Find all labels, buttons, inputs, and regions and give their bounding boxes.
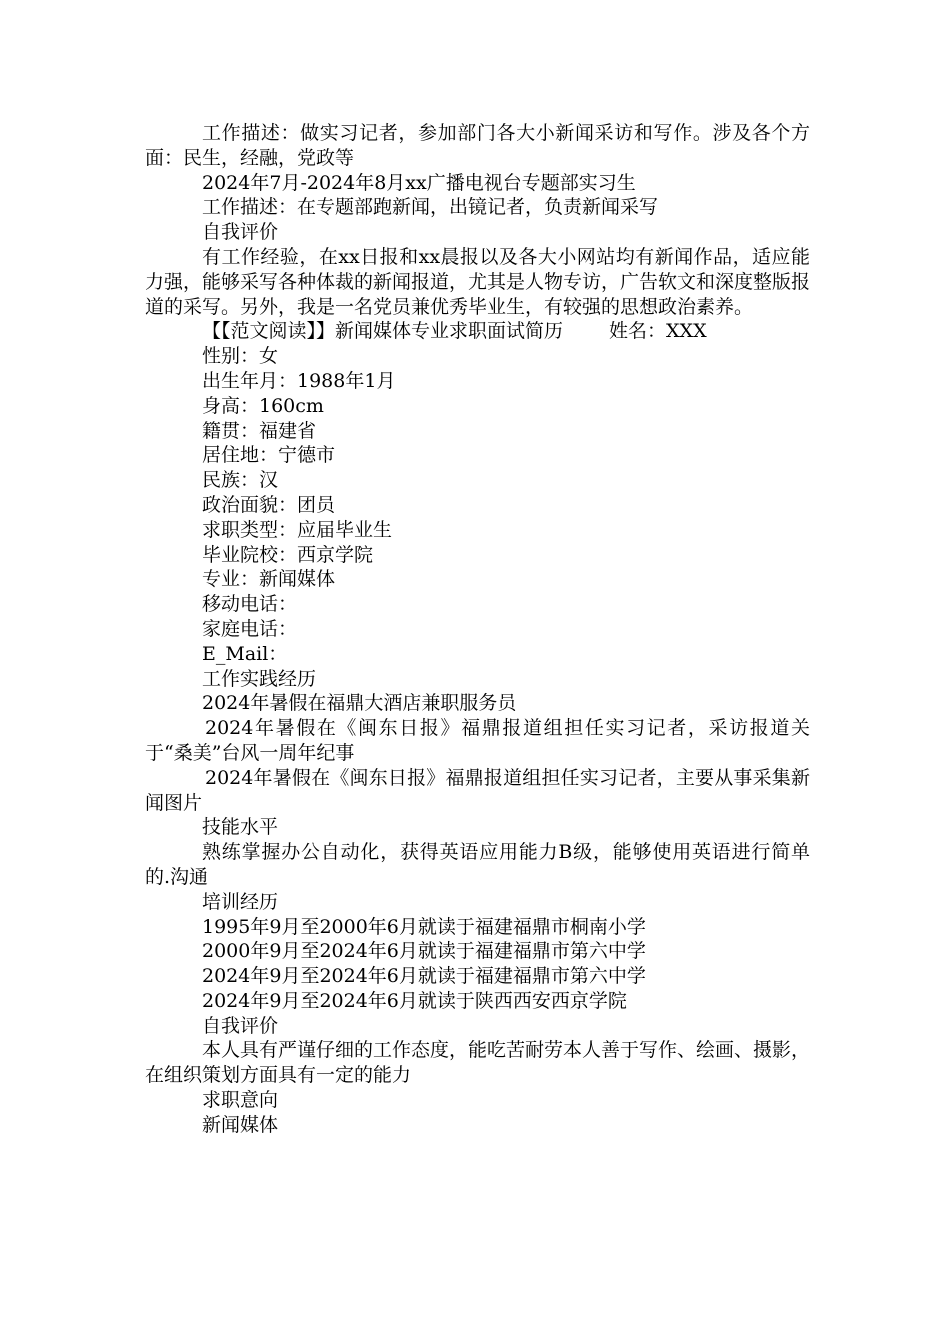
paragraph-internship-period: 2024年7月-2024年8月xx广播电视台专题部实习生 [202, 171, 636, 194]
practice-reporter-1: 2024年暑假在《闽东日报》福鼎报道组担任实习记者，采访报道关于“桑美”台风一周年纪事 [145, 717, 810, 764]
paragraph-job-intention: 新闻媒体 [202, 1113, 279, 1136]
training-item: 2024年9月至2024年6月就读于陕西西安西京学院 [202, 989, 627, 1012]
section-heading-work-practice: 工作实践经历 [202, 667, 317, 690]
info-height: 身高：160cm [202, 394, 324, 417]
info-ethnicity: 民族：汉 [202, 469, 279, 492]
info-major: 专业：新闻媒体 [202, 568, 336, 591]
info-native-place: 籍贯：福建省 [202, 419, 317, 442]
document-body [145, 121, 810, 1138]
resume-heading [145, 319, 810, 344]
training-item: 2024年9月至2024年6月就读于福建福鼎市第六中学 [202, 965, 646, 988]
paragraph-self-evaluation: 有工作经验，在xx日报和xx晨报以及各大小网站均有新闻作品，适应能力强，能够采写各种体裁的新闻报道，尤其是人物专访，广告软文和深度整版报道的采写。另外，我是一名党员兼优秀毕业生，有较强的思想政治素养。 [145, 245, 811, 318]
info-home-phone: 家庭电话： [202, 617, 298, 640]
resume-name: 姓名：XXX [609, 320, 707, 343]
paragraph-work-description: 工作描述：做实习记者，参加部门各大小新闻采访和写作。涉及各个方面：民生，经融，党政等 [145, 122, 810, 169]
section-heading-job-intention: 求职意向 [202, 1089, 279, 1112]
paragraph-work-description-2: 工作描述：在专题部跑新闻，出镜记者，负责新闻采写 [202, 196, 659, 219]
practice-hotel: 2024年暑假在福鼎大酒店兼职服务员 [202, 692, 517, 715]
training-item: 2000年9月至2024年6月就读于福建福鼎市第六中学 [202, 940, 646, 963]
paragraph-skills: 熟练掌握办公自动化，获得英语应用能力B级，能够使用英语进行简单的.沟通 [145, 841, 810, 888]
info-political-status: 政治面貌：团员 [202, 493, 336, 516]
section-heading-training: 培训经历 [202, 890, 279, 913]
info-mobile-phone: 移动电话： [202, 593, 298, 616]
training-item: 1995年9月至2000年6月就读于福建福鼎市桐南小学 [202, 915, 646, 938]
info-email: E_Mail： [202, 642, 288, 665]
info-school: 毕业院校：西京学院 [202, 543, 374, 566]
info-birth-date: 出生年月：1988年1月 [202, 369, 396, 392]
paragraph-self-evaluation-2: 本人具有严谨仔细的工作态度，能吃苦耐劳本人善于写作、绘画、摄影，在组织策划方面具有一定的能力 [145, 1039, 811, 1087]
section-heading-self-evaluation-2: 自我评价 [202, 1014, 279, 1037]
info-job-type: 求职类型：应届毕业生 [202, 518, 393, 541]
resume-title: 【【范文阅读】】新闻媒体专业求职面试简历 [202, 320, 564, 343]
info-gender: 性别：女 [202, 345, 279, 368]
info-residence: 居住地：宁德市 [202, 444, 336, 467]
section-heading-skills: 技能水平 [202, 816, 279, 839]
section-heading-self-evaluation: 自我评价 [202, 221, 279, 244]
practice-reporter-2: 2024年暑假在《闽东日报》福鼎报道组担任实习记者，主要从事采集新闻图片 [145, 766, 810, 814]
